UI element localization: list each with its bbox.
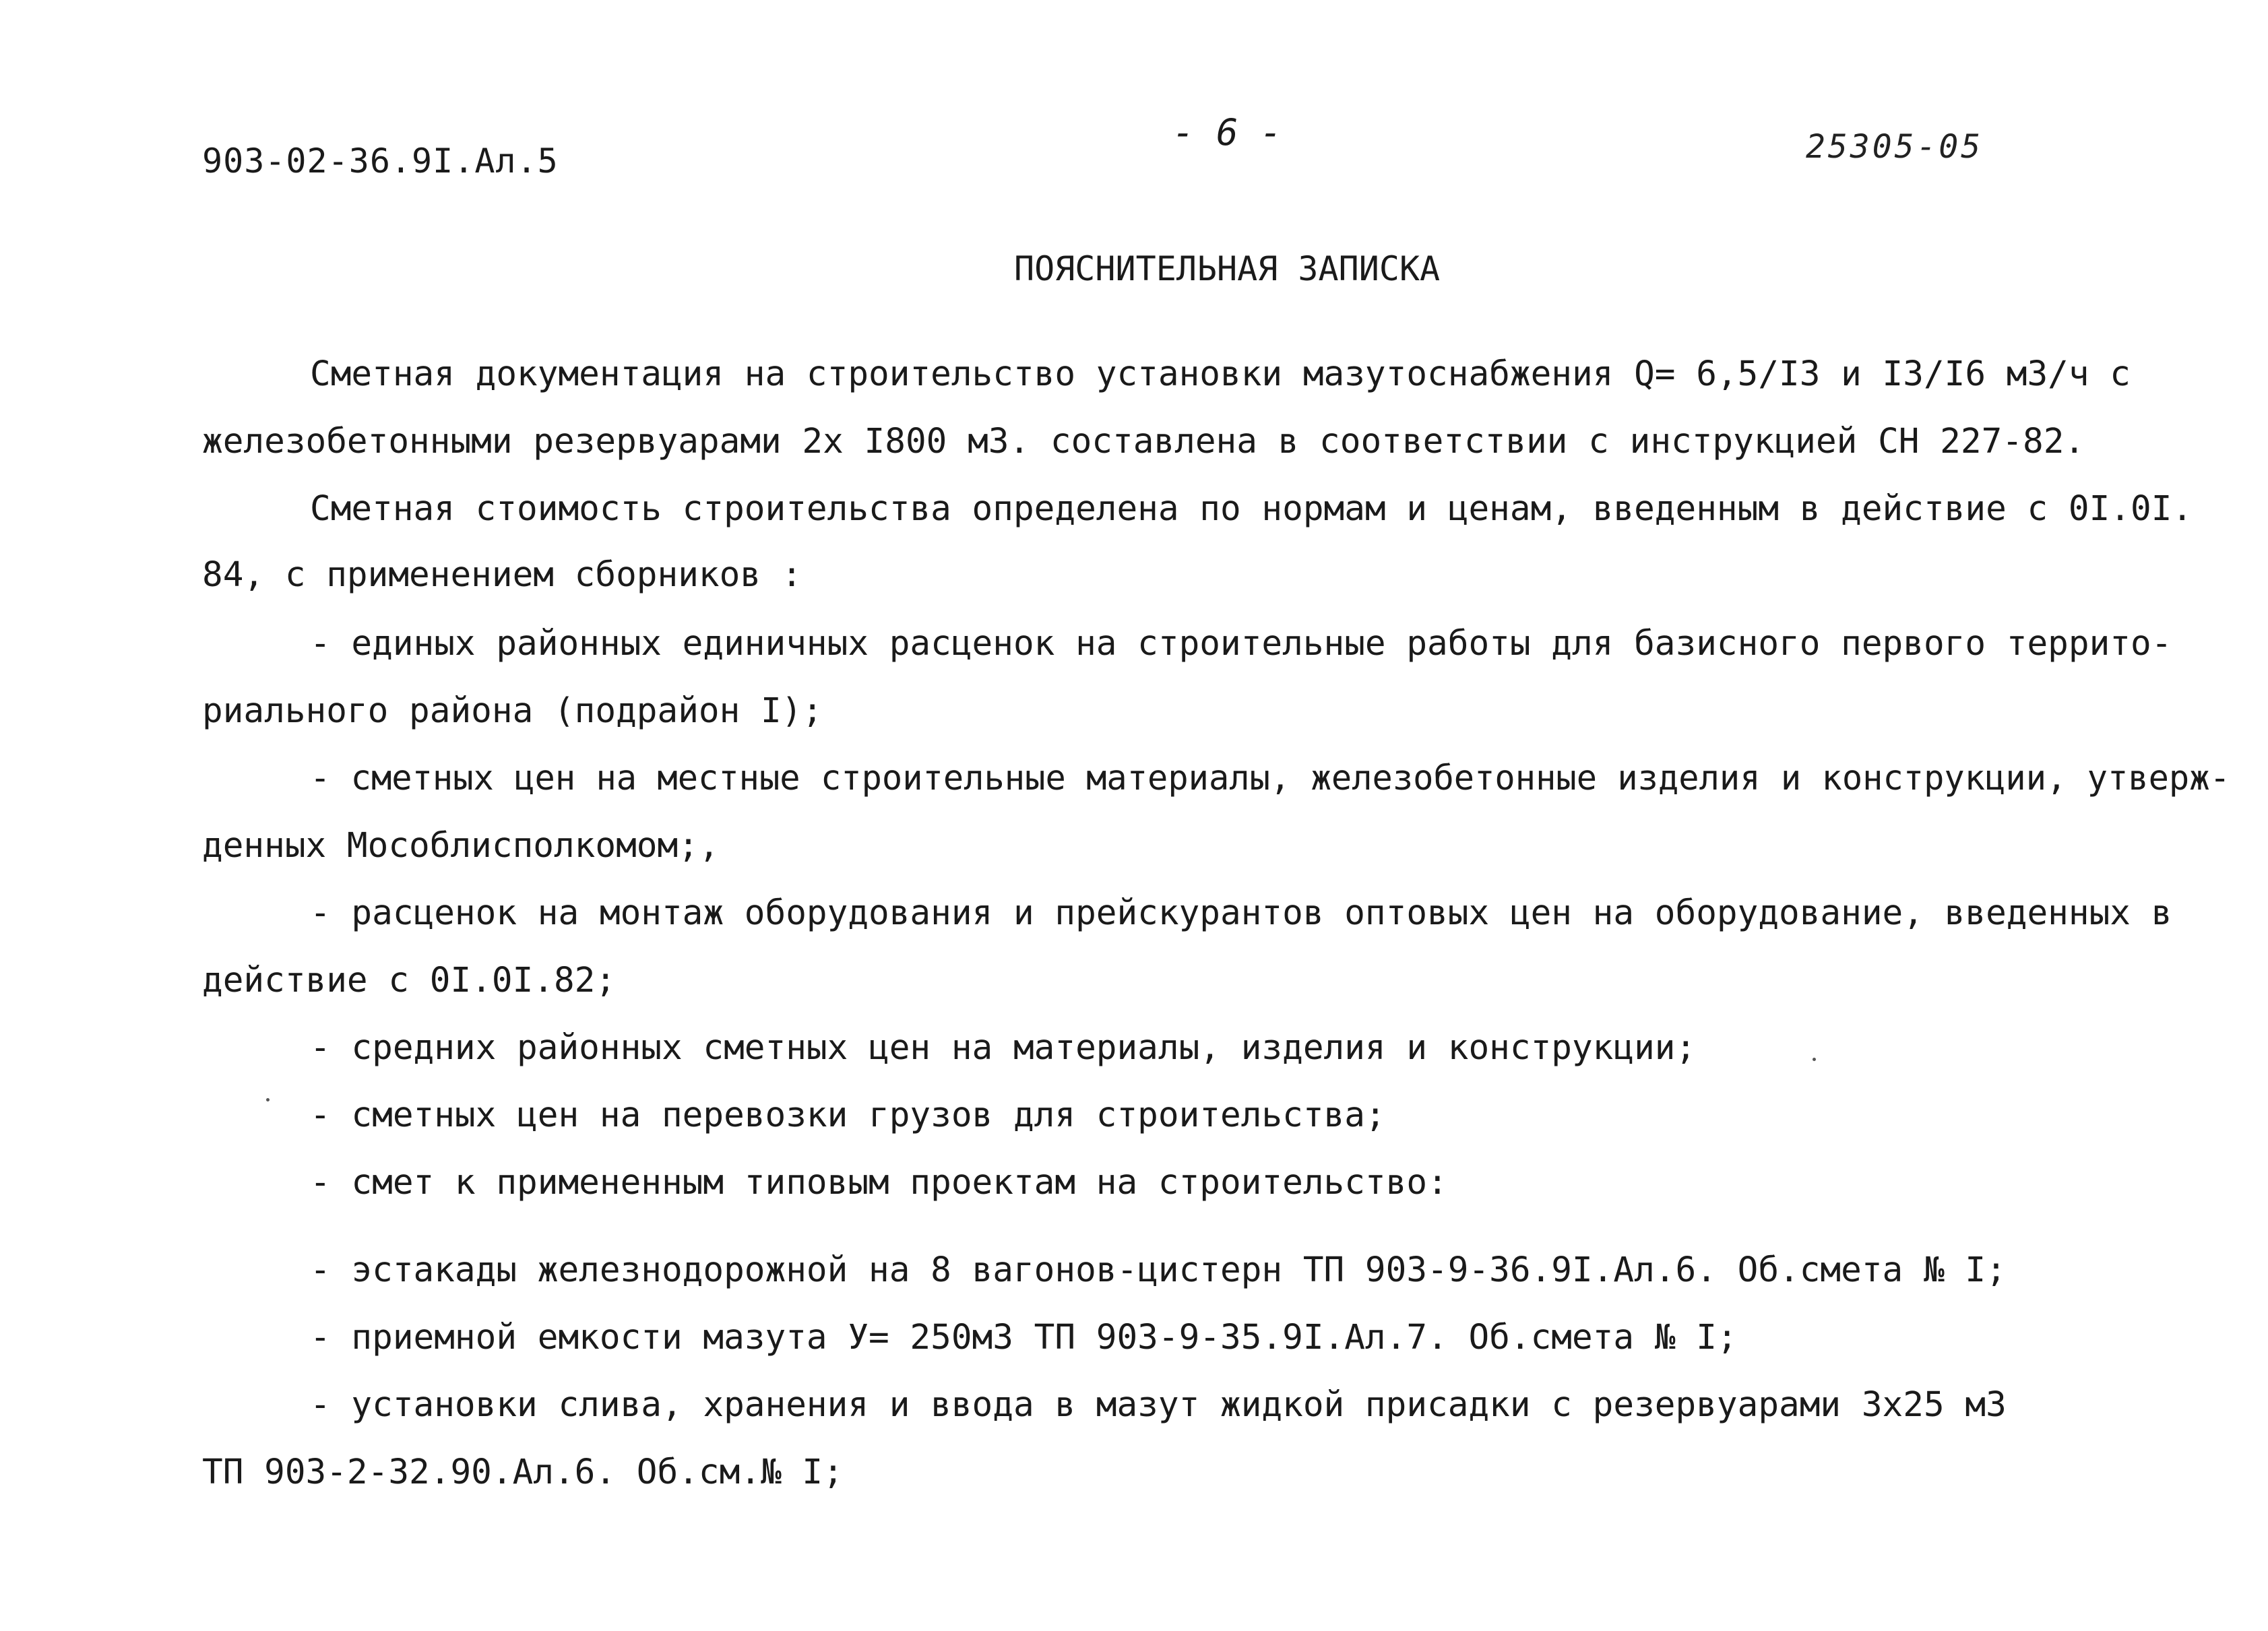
list-item-line: - сметных цен на местные строительные материалы, железобетонные изделия и конструкции, утверж- <box>310 759 2230 798</box>
list-item-line: - приемной емкости мазута У= 250м3 ТП 903-9-35.9I.Ал.7. Об.смета № I; <box>310 1318 1738 1357</box>
list-item-line: - единых районных единичных расценок на строительные работы для базисного первого террито- <box>310 624 2172 664</box>
document-code: 903-02-36.9I.Ал.5 <box>202 141 559 181</box>
page-number: - 6 - <box>1172 111 1282 154</box>
handwritten-number: 25305-05 <box>1806 128 1984 166</box>
scan-speck <box>266 1098 270 1101</box>
list-item-line: - расценок на монтаж оборудования и прейскурантов оптовых цен на оборудование, введенных в <box>310 893 2172 933</box>
paragraph-line: 84, с применением сборников : <box>202 555 802 595</box>
list-item-line: денных Мособлисполкомом;, <box>202 826 720 866</box>
list-item-line: - смет к примененным типовым проектам на строительство: <box>310 1163 1448 1203</box>
list-item-line: риального района (подрайон I); <box>202 691 823 731</box>
paragraph-line: Сметная стоимость строительства определена по нормам и ценам, введенным в действие с 0I.0I. <box>310 489 2193 529</box>
list-item-line: ТП 903-2-32.90.Ал.6. Об.см.№ I; <box>202 1452 844 1492</box>
list-item-line: - средних районных сметных цен на материалы, изделия и конструкции; <box>310 1028 1697 1068</box>
document-title: ПОЯСНИТЕЛЬНАЯ ЗАПИСКА <box>1014 249 1441 288</box>
list-item-line: - эстакады железнодорожной на 8 вагонов-цистерн ТП 903-9-36.9I.Ал.6. Об.смета № I; <box>310 1250 2007 1290</box>
list-item-line: - установки слива, хранения и ввода в мазут жидкой присадки с резервуарами 3х25 м3 <box>310 1385 2007 1425</box>
scan-speck <box>1813 1058 1816 1061</box>
paragraph-line: железобетонными резервуарами 2х I800 м3. составлена в соответствии с инструкцией СН 227-82. <box>202 422 2085 461</box>
paragraph-line: Сметная документация на строительство установки мазутоснабжения Q= 6,5/I3 и I3/I6 м3/ч с <box>310 354 2131 394</box>
list-item-line: действие с 0I.0I.82; <box>202 961 617 1000</box>
list-item-line: - сметных цен на перевозки грузов для строительства; <box>310 1095 1386 1135</box>
